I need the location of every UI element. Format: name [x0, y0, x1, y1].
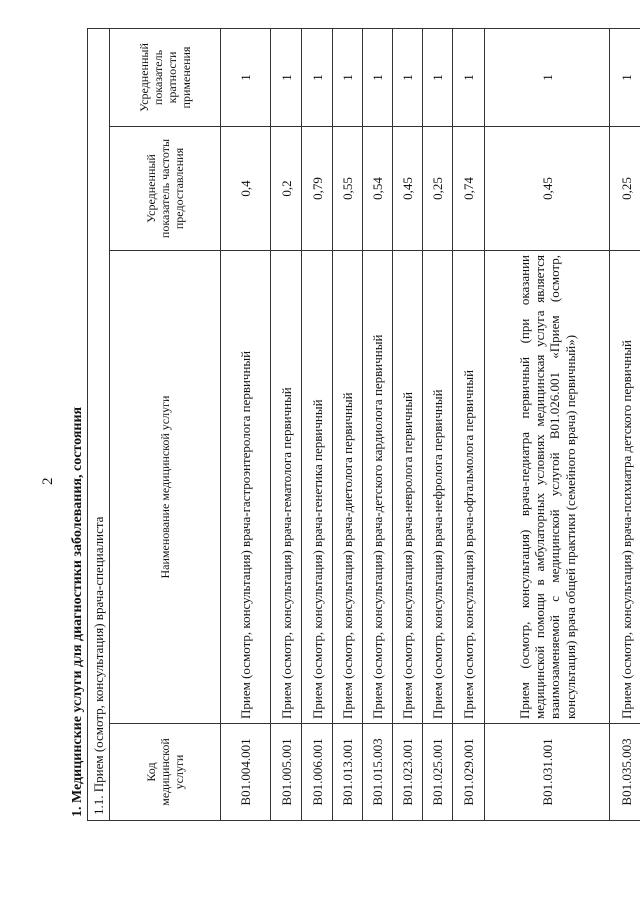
- table-row: [363, 28, 393, 820]
- frequency-value: 0,54: [363, 127, 393, 251]
- multiplicity-value: 1: [423, 28, 453, 126]
- column-header-multiplicity: Усредненный показатель кратности применения: [110, 28, 221, 126]
- column-header-code: Код медицинской услуги: [110, 724, 221, 821]
- table-header-row: [110, 28, 221, 820]
- table-body: [221, 28, 640, 820]
- frequency-value: 0,45: [393, 127, 423, 251]
- service-code: B01.015.003: [363, 724, 393, 821]
- service-code: B01.004.001: [221, 724, 271, 821]
- column-header-name: Наименование медицинской услуги: [110, 251, 221, 724]
- subsection-row: [88, 28, 110, 820]
- table-row: [485, 28, 610, 820]
- multiplicity-value: 1: [363, 28, 393, 126]
- service-name: Прием (осмотр, консультация) врача-диетолога первичный: [333, 251, 363, 724]
- table-row: [221, 28, 271, 820]
- table-row: [302, 28, 333, 820]
- column-header-frequency: Усредненный показатель частоты предоставления: [110, 127, 221, 251]
- multiplicity-value: 1: [485, 28, 610, 126]
- frequency-value: 0,74: [453, 127, 485, 251]
- service-name: Прием (осмотр, консультация) врача-гастроэнтеролога первичный: [221, 251, 271, 724]
- service-code: B01.023.001: [393, 724, 423, 821]
- service-code: B01.013.001: [333, 724, 363, 821]
- service-code: B01.005.001: [271, 724, 302, 821]
- page-number: 2: [40, 477, 56, 485]
- multiplicity-value: 1: [333, 28, 363, 126]
- frequency-value: 0,4: [221, 127, 271, 251]
- table-row: [423, 28, 453, 820]
- multiplicity-value: 1: [271, 28, 302, 126]
- multiplicity-value: 1: [393, 28, 423, 126]
- multiplicity-value: 1: [610, 28, 640, 126]
- table-row: [610, 28, 640, 820]
- service-name: Прием (осмотр, консультация) врача-педиатра первичный (при оказании медицинской помощи в амбулаторных условиях медицинская услуга является взаимозаменяемой с медицинской услугой B01.026.001 «Прием (осмотр, консультация) врача общей практики (семейного врача) первичный»): [485, 251, 610, 724]
- service-name: Прием (осмотр, консультация) врача-невролога первичный: [393, 251, 423, 724]
- frequency-value: 0,2: [271, 127, 302, 251]
- frequency-value: 0,55: [333, 127, 363, 251]
- service-name: Прием (осмотр, консультация) врача-психиатра детского первичный: [610, 251, 640, 724]
- service-name: Прием (осмотр, консультация) врача-гематолога первичный: [271, 251, 302, 724]
- frequency-value: 0,79: [302, 127, 333, 251]
- multiplicity-value: 1: [453, 28, 485, 126]
- frequency-value: 0,45: [485, 127, 610, 251]
- service-code: B01.029.001: [453, 724, 485, 821]
- service-code: B01.031.001: [485, 724, 610, 821]
- multiplicity-value: 1: [221, 28, 271, 126]
- service-code: B01.035.003: [610, 724, 640, 821]
- frequency-value: 0,25: [423, 127, 453, 251]
- section-heading: 1. Медицинские услуги для диагностики заболевания, состояния: [70, 406, 85, 817]
- service-code: B01.006.001: [302, 724, 333, 821]
- frequency-value: 0,25: [610, 127, 640, 251]
- table-row: [271, 28, 302, 820]
- service-code: B01.025.001: [423, 724, 453, 821]
- services-table: [87, 28, 640, 821]
- table-row: [393, 28, 423, 820]
- table-row: [453, 28, 485, 820]
- subsection-title: 1.1. Прием (осмотр, консультация) врача-специалиста: [88, 28, 110, 820]
- service-name: Прием (осмотр, консультация) врача-генетика первичный: [302, 251, 333, 724]
- table-row: [333, 28, 363, 820]
- multiplicity-value: 1: [302, 28, 333, 126]
- service-name: Прием (осмотр, консультация) врача-офтальмолога первичный: [453, 251, 485, 724]
- service-name: Прием (осмотр, консультация) врача-детского кардиолога первичный: [363, 251, 393, 724]
- service-name: Прием (осмотр, консультация) врача-нефролога первичный: [423, 251, 453, 724]
